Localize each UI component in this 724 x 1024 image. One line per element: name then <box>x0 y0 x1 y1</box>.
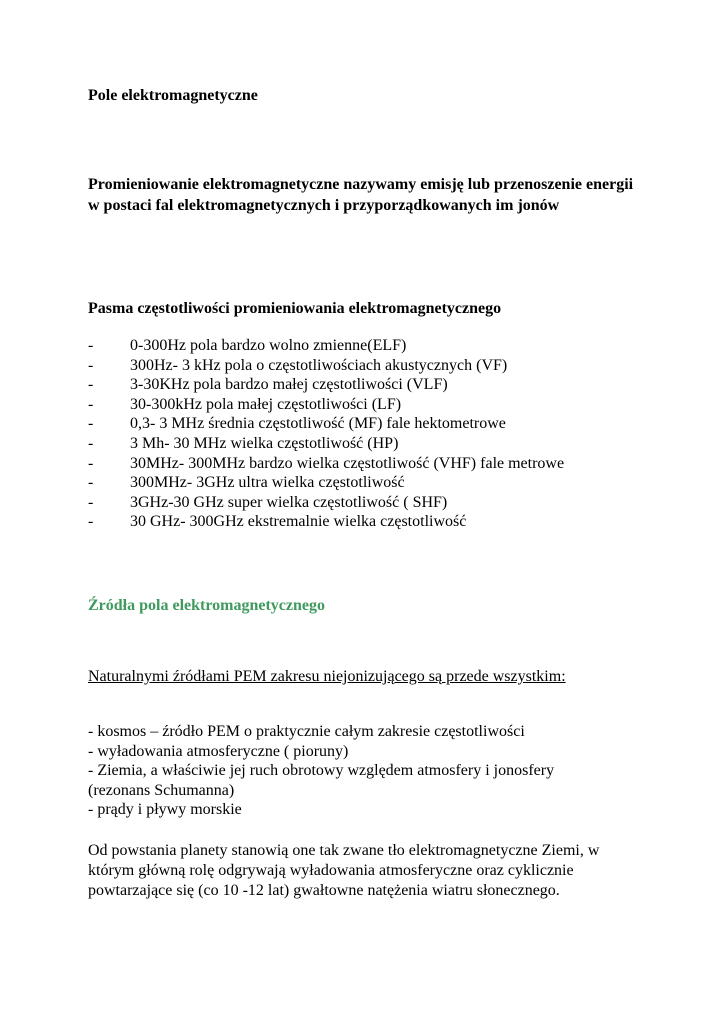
list-item <box>88 356 564 376</box>
natural-sources-list <box>88 722 554 820</box>
band-text: 30MHz- 300MHz bardzo wielka częstotliwość (VHF) fale metrowe <box>130 454 565 472</box>
list-item <box>88 336 564 356</box>
natural-sources-heading: Naturalnymi źródłami PEM zakresu niejonizującego są przede wszystkim: <box>88 668 566 685</box>
band-text: 0,3- 3 MHz średnia częstotliwość (MF) fale hektometrowe <box>130 415 506 433</box>
list-item: - Ziemia, a właściwie jej ruch obrotowy względem atmosfery i jonosfery <box>88 762 555 780</box>
list-dash: - <box>88 337 94 354</box>
band-text: 30 GHz- 300GHz ekstremalnie wielka częstotliwość <box>130 513 467 531</box>
band-text: 30-300kHz pola małej częstotliwości (LF) <box>130 395 402 413</box>
list-item: (rezonans Schumanna) <box>88 781 235 799</box>
list-dash: - <box>88 395 94 413</box>
band-text: 0-300Hz pola bardzo wolno zmienne(ELF) <box>130 337 407 354</box>
list-dash: - <box>88 493 94 511</box>
list-dash: - <box>88 454 94 472</box>
list-dash: - <box>88 415 94 433</box>
list-dash: - <box>88 376 94 394</box>
band-text: 3-30KHz pola bardzo małej częstotliwości (VLF) <box>130 376 448 394</box>
list-item <box>88 512 564 532</box>
list-dash: - <box>88 356 94 374</box>
list-dash: - <box>88 513 94 531</box>
list-item <box>88 395 564 415</box>
list-item: - wyładowania atmosferyczne ( pioruny) <box>88 742 349 760</box>
list-item: - prądy i pływy morskie <box>88 801 242 819</box>
band-text: 3 Mh- 30 MHz wielka częstotliwość (HP) <box>130 434 399 452</box>
list-item <box>88 434 564 454</box>
intro-paragraph: Promieniowanie elektromagnetyczne nazywamy emisję lub przenoszenie energii w postaci fal elektromagnetycznych i przyporządkowanych im jonów <box>88 176 634 214</box>
sources-heading: Źródła pola elektromagnetycznego <box>88 597 326 614</box>
band-text: 300Hz- 3 kHz pola o częstotliwościach akustycznych (VF) <box>130 356 508 374</box>
band-text: 3GHz-30 GHz super wielka częstotliwość ( SHF) <box>130 493 448 511</box>
bands-heading: Pasma częstotliwości promieniowania elektromagnetycznego <box>88 300 502 317</box>
list-item <box>88 473 564 493</box>
document-title: Pole elektromagnetyczne <box>88 87 258 104</box>
list-dash: - <box>88 474 94 492</box>
list-item <box>88 375 564 395</box>
list-dash: - <box>88 434 94 452</box>
closing-paragraph: Od powstania planety stanowią one tak zwane tło elektromagnetyczne Ziemi, w którym główną rolę odgrywają wyładowania atmosferyczne oraz cyklicznie powtarzające się (co 10 -12 lat) gwałtowne natężenia wiatru słonecznego. <box>88 842 600 899</box>
list-item <box>88 454 564 474</box>
band-text: 300MHz- 3GHz ultra wielka częstotliwość <box>130 474 405 492</box>
list-item <box>88 493 564 513</box>
list-item <box>88 414 564 434</box>
list-item: - kosmos – źródło PEM o praktycznie całym zakresie częstotliwości <box>88 723 525 740</box>
frequency-bands-list <box>88 336 564 532</box>
